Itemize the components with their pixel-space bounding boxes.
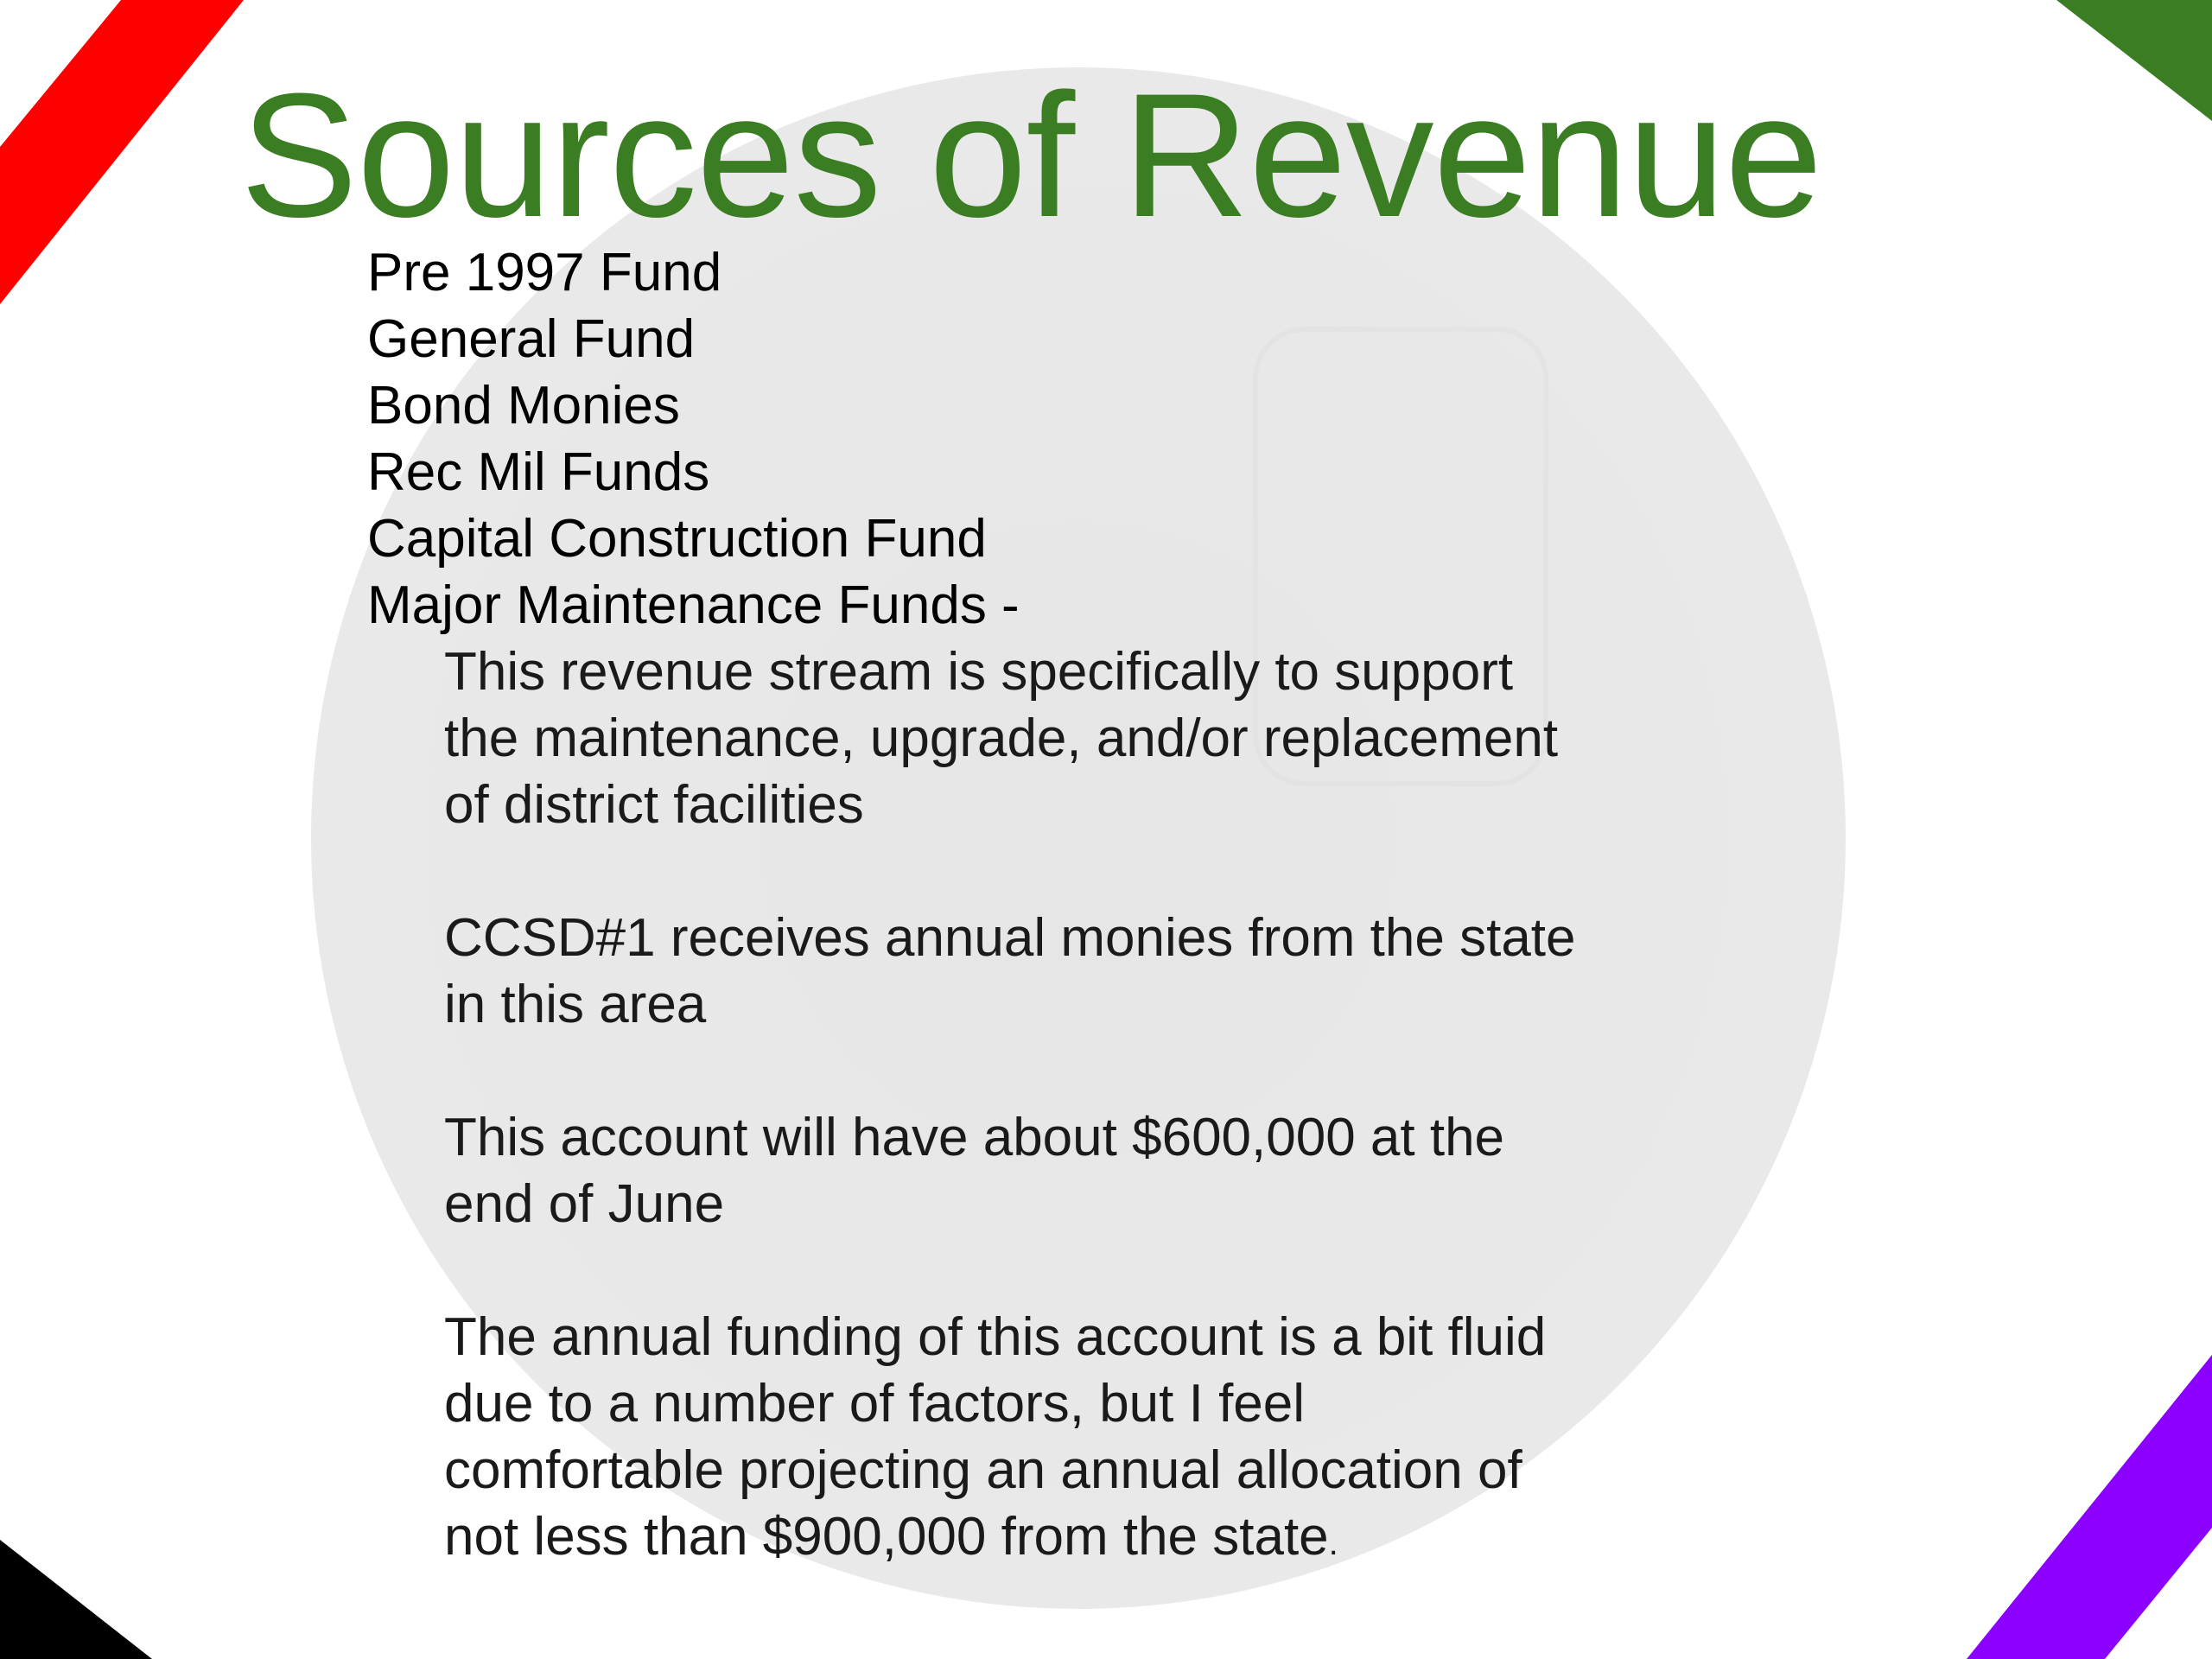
allocation-line bbox=[444, 1503, 1750, 1577]
balance-line: This account will have about $600,000 at the bbox=[444, 1108, 1505, 1167]
purpose-line: the maintenance, upgrade, and/or replacement bbox=[444, 709, 1559, 768]
purpose-line: of district facilities bbox=[444, 775, 864, 835]
slide-body bbox=[367, 239, 1750, 1577]
black-corner-stripe bbox=[0, 1540, 152, 1659]
fund-item: General Fund bbox=[367, 309, 696, 369]
purpose-line: This revenue stream is specifically to support bbox=[444, 642, 1514, 702]
allocation-line: comfortable projecting an annual allocation of bbox=[444, 1440, 1522, 1500]
fund-item: Rec Mil Funds bbox=[367, 442, 710, 502]
state-monies-paragraph bbox=[444, 905, 1750, 1038]
balance-line: end of June bbox=[444, 1174, 725, 1234]
state-monies-line: in this area bbox=[444, 975, 707, 1034]
balance-paragraph bbox=[444, 1104, 1750, 1237]
allocation-last-text: not less than $900,000 from the state bbox=[444, 1507, 1329, 1567]
fund-item: Major Maintenance Funds - bbox=[367, 575, 1020, 635]
paragraph-gap bbox=[367, 838, 1750, 905]
slide-title: Sources of Revenue bbox=[240, 57, 1822, 254]
paragraph-gap bbox=[367, 1038, 1750, 1104]
allocation-paragraph bbox=[444, 1304, 1750, 1577]
allocation-line: due to a number of factors, but I feel bbox=[444, 1374, 1306, 1433]
red-corner-stripe bbox=[0, 0, 244, 304]
fund-item: Pre 1997 Fund bbox=[367, 243, 722, 302]
allocation-period: . bbox=[1328, 1524, 1338, 1562]
allocation-line: The annual funding of this account is a bit fluid bbox=[444, 1307, 1547, 1367]
state-monies-line: CCSD#1 receives annual monies from the state bbox=[444, 908, 1576, 968]
green-corner-stripe bbox=[2056, 0, 2212, 121]
fund-item: Capital Construction Fund bbox=[367, 509, 987, 569]
purpose-paragraph bbox=[444, 639, 1750, 838]
fund-item: Bond Monies bbox=[367, 376, 680, 435]
paragraph-gap bbox=[367, 1237, 1750, 1304]
purple-corner-stripe bbox=[1967, 1355, 2212, 1659]
